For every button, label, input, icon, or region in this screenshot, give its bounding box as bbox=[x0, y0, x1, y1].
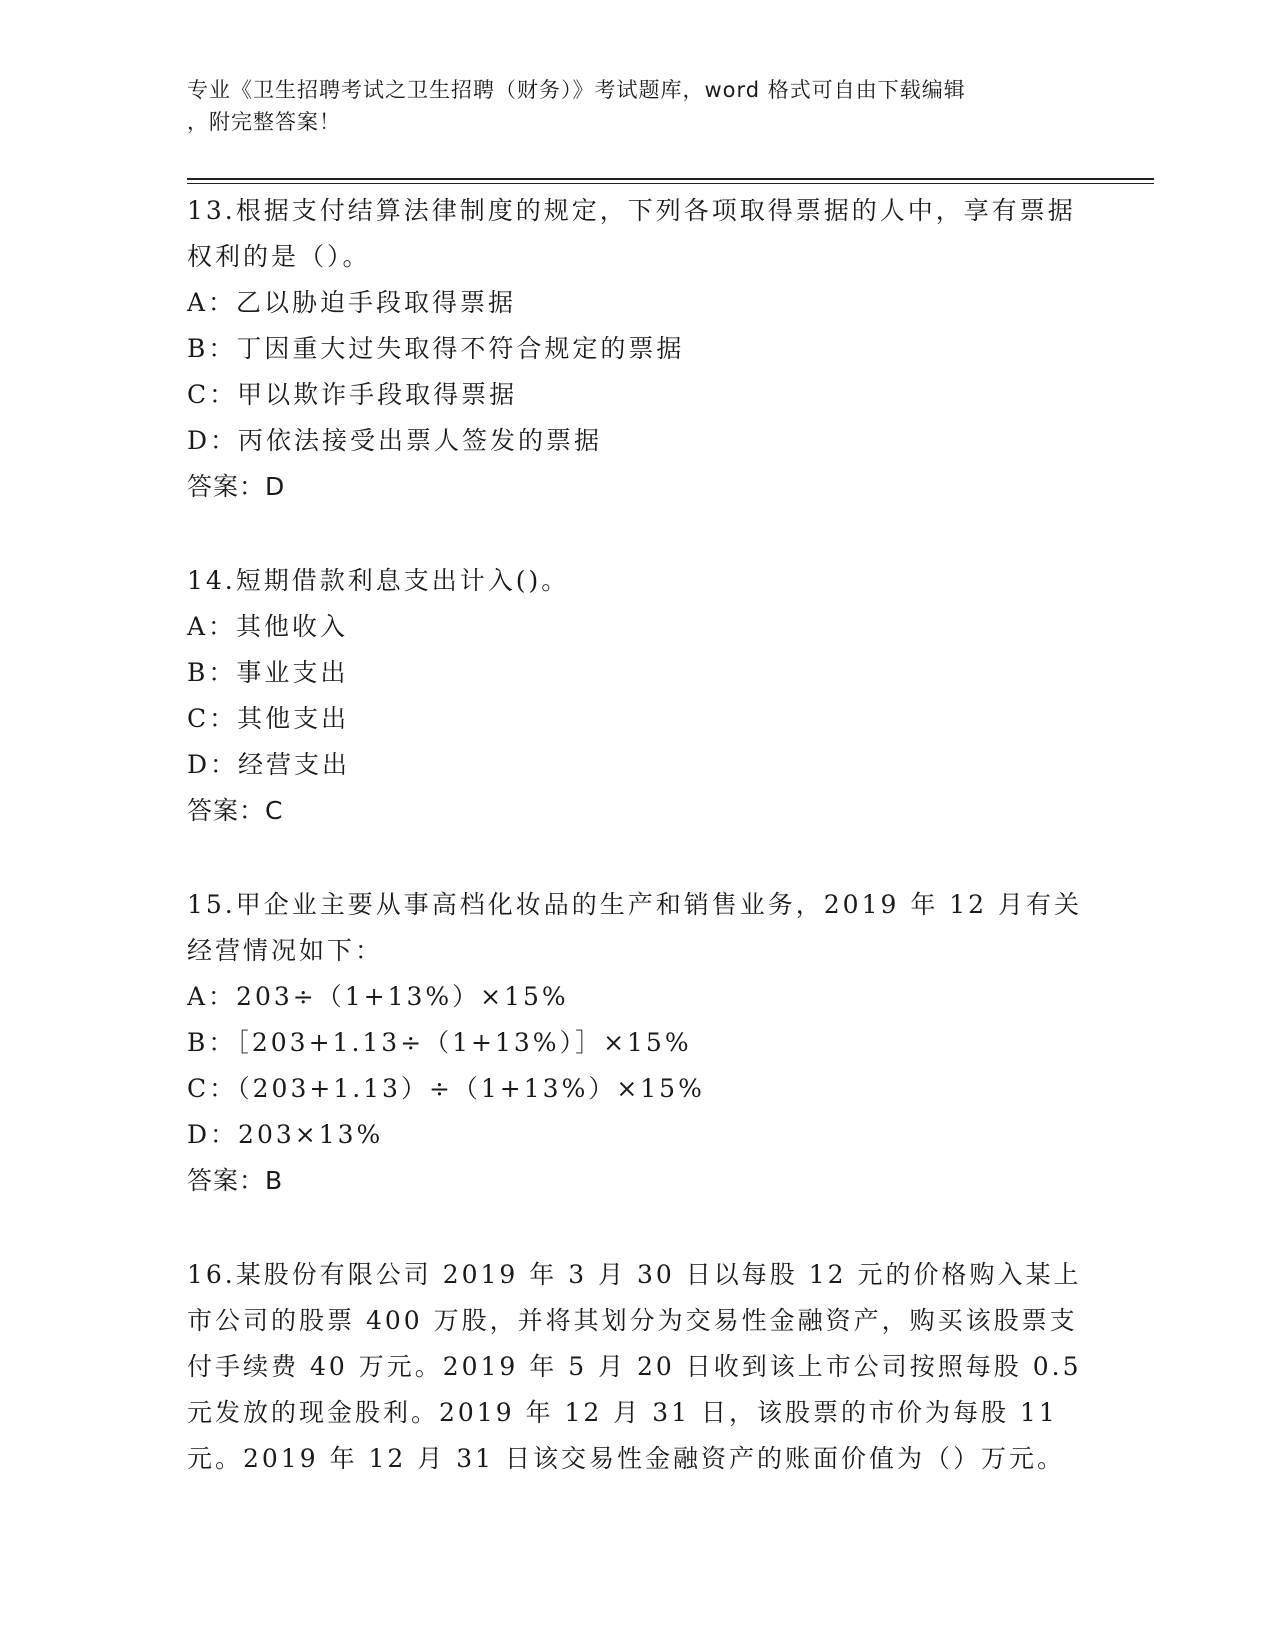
question-stem: 16.某股份有限公司 2019 年 3 月 30 日以每股 12 元的价格购入某上市公司的股票 400 万股，并将其划分为交易性金融资产，购买该股票支付手续费 40 万元。2019 年 5 月 20 日收到该上市公司按照每股 0.5 元发放的现金股利。2019 年 12 月 31 日，该股票的市价为每股 11 元。2019 年 12 月 31 日该交易性金融资产的账面价值为（）万元。 bbox=[187, 1260, 1082, 1473]
option-c: C：（203+1.13）÷（1+13%）×15% bbox=[187, 1074, 705, 1103]
question-list bbox=[187, 188, 1087, 1530]
header-divider-thin bbox=[187, 183, 1154, 184]
question-14 bbox=[187, 558, 1087, 834]
option-a: A：乙以胁迫手段取得票据 bbox=[187, 288, 517, 317]
question-stem: 15.甲企业主要从事高档化妆品的生产和销售业务，2019 年 12 月有关经营情况如下： bbox=[187, 890, 1083, 965]
question-stem: 14.短期借款利息支出计入()。 bbox=[187, 566, 570, 595]
answer: 答案：C bbox=[187, 796, 284, 825]
option-c: C：甲以欺诈手段取得票据 bbox=[187, 380, 518, 409]
option-b: B：事业支出 bbox=[187, 658, 349, 687]
option-a: A：其他收入 bbox=[187, 612, 349, 641]
header-divider-thick bbox=[187, 178, 1154, 180]
option-a: A：203÷（1+13%）×15% bbox=[187, 982, 569, 1011]
header-line-1: 专业《卫生招聘考试之卫生招聘（财务）》考试题库，word 格式可自由下载编辑 bbox=[187, 78, 966, 102]
question-15 bbox=[187, 882, 1087, 1204]
option-d: D：丙依法接受出票人签发的票据 bbox=[187, 426, 603, 455]
question-stem: 13.根据支付结算法律制度的规定，下列各项取得票据的人中，享有票据权利的是（）。 bbox=[187, 196, 1076, 271]
option-b: B：［203+1.13÷（1+13%）］×15% bbox=[187, 1028, 692, 1057]
question-13 bbox=[187, 188, 1087, 510]
option-c: C：其他支出 bbox=[187, 704, 350, 733]
document-header bbox=[187, 74, 1067, 138]
option-b: B：丁因重大过失取得不符合规定的票据 bbox=[187, 334, 685, 363]
question-16 bbox=[187, 1252, 1087, 1482]
option-d: D：203×13% bbox=[187, 1120, 384, 1149]
header-line-2: ，附完整答案！ bbox=[187, 110, 341, 134]
option-d: D：经营支出 bbox=[187, 750, 351, 779]
answer: 答案：B bbox=[187, 1166, 284, 1195]
answer: 答案：D bbox=[187, 472, 286, 501]
